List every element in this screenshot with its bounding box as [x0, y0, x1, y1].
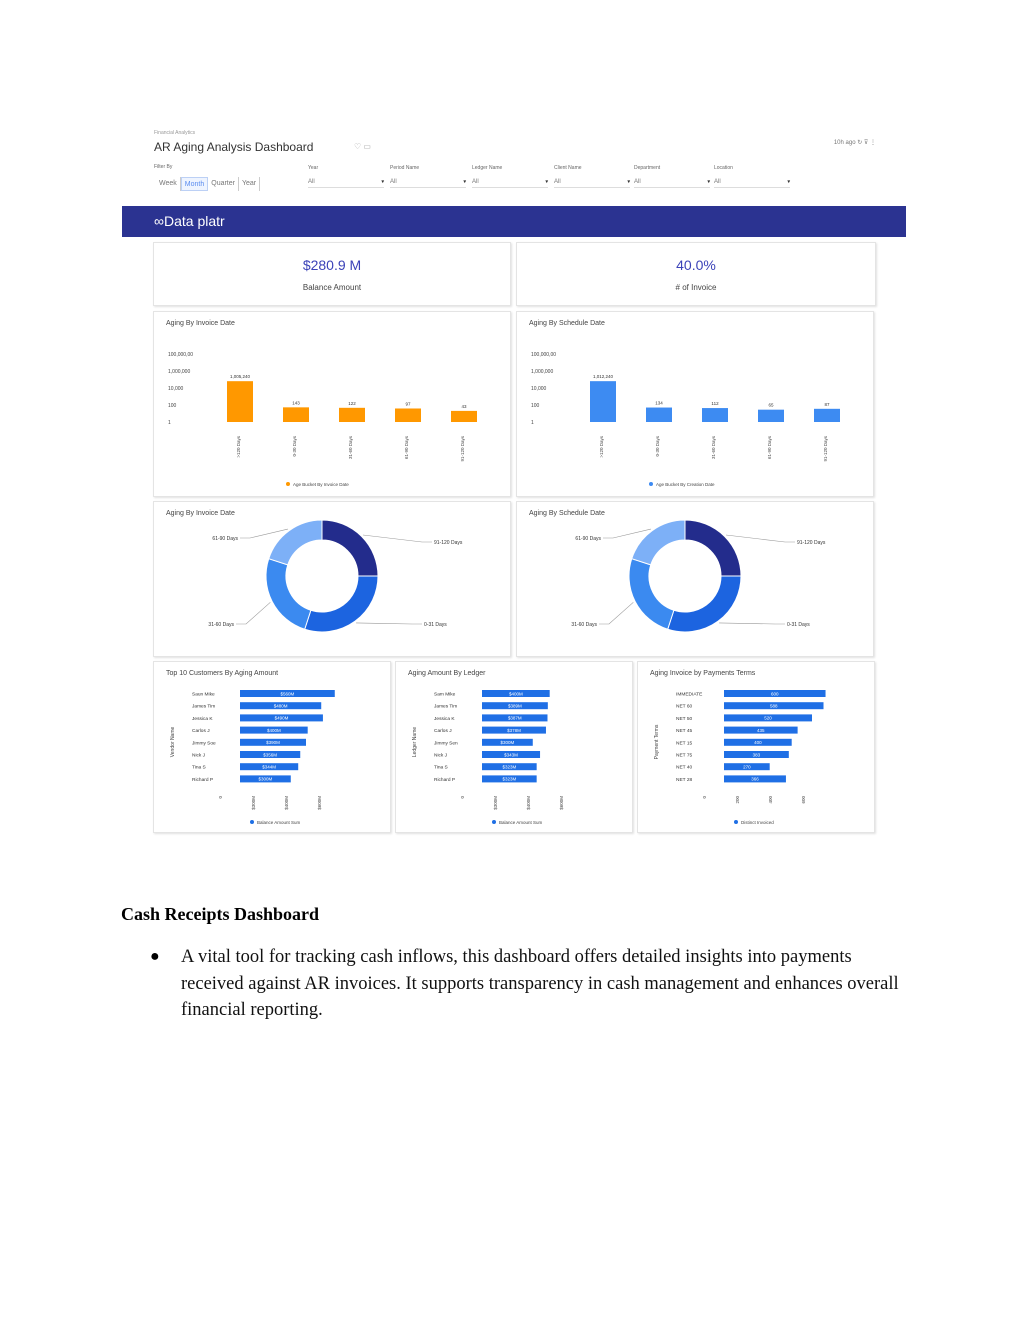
legend-label: Balance Amount Sum [257, 820, 301, 825]
filter-value: All [554, 179, 561, 185]
y-axis-label: Vendor Name [170, 726, 176, 758]
slice-label: 31-60 Days [208, 622, 234, 628]
filter-client-name[interactable] [554, 165, 630, 191]
bar-value-label: 270 [743, 764, 751, 770]
chevron-down-icon: ▾ [707, 179, 710, 185]
hbar-chart-svg [154, 662, 392, 834]
chevron-down-icon: ▾ [381, 179, 384, 185]
bullet-icon: ● [150, 948, 160, 965]
y-tick-label: 100,000,00 [531, 352, 557, 358]
category-label: Carlos J [192, 729, 210, 735]
donut-slice [668, 576, 741, 632]
hbar-chart-svg [638, 662, 876, 834]
brand-bar [122, 206, 906, 237]
chevron-down-icon: ▾ [545, 179, 548, 185]
x-tick-label: 91-120 Days [823, 436, 828, 462]
brand-name: Data platr [163, 213, 225, 229]
header-actions [834, 139, 876, 146]
bar [283, 407, 309, 422]
dashboard-screenshot [122, 124, 906, 838]
filter-department[interactable] [634, 165, 710, 191]
updated-time: 10h ago [833, 140, 856, 146]
category-label: NET 45 [676, 729, 693, 735]
leader-line [363, 535, 432, 542]
y-tick-label: 1,000,000 [531, 369, 554, 375]
kpi-label: Balance Amount [302, 283, 362, 292]
y-axis-label: Payment Terms [654, 724, 660, 760]
bar-value-label: $387M [507, 715, 522, 721]
filter-label: Ledger Name [472, 165, 503, 171]
x-tick-label: 400 [768, 796, 773, 804]
donut-chart-svg [154, 502, 512, 658]
category-label: NET 40 [676, 765, 693, 771]
leader-line [236, 602, 270, 624]
bar-value-label: $389M [508, 703, 522, 709]
filter-label: Client Name [554, 165, 582, 171]
slice-label: 61-90 Days [212, 536, 238, 542]
filter-ledger-name[interactable] [472, 165, 548, 191]
category-label: Carlos J [434, 729, 452, 735]
y-axis-label: Ledger Name [412, 726, 418, 758]
bar [590, 381, 616, 422]
donut-slice [632, 520, 685, 565]
leader-line [599, 602, 633, 624]
chart-title: Aging By Schedule Date [529, 510, 605, 517]
bar-value-label: 1,012,240 [592, 374, 614, 380]
leader-line [603, 529, 651, 538]
leader-line [726, 535, 795, 542]
slice-label: 0-31 Days [787, 622, 810, 628]
leader-line [719, 623, 785, 624]
chart-title: Aging By Invoice Date [166, 320, 235, 327]
filter-period-name[interactable] [390, 165, 466, 191]
category-label: NET 15 [676, 741, 693, 747]
bar-value-label: 43 [461, 403, 467, 409]
section-heading: Cash Receipts Dashboard [121, 904, 320, 924]
dashboard-title: AR Aging Analysis Dashboard [154, 140, 314, 154]
chart-aging-invoice-date-bar [153, 311, 511, 497]
bar [451, 411, 477, 422]
category-label: Sam Mike [434, 692, 456, 698]
bar-value-label: $400M [266, 727, 281, 733]
chart-aging-invoice-date-donut [153, 501, 511, 657]
refresh-icon[interactable]: ↻ [857, 140, 863, 146]
bar-value-label: 400 [754, 740, 762, 746]
bar-chart-svg [154, 312, 512, 498]
filter-value: All [634, 179, 641, 185]
slice-label: 0-31 Days [424, 622, 447, 628]
category-label: Saun Mike [192, 692, 215, 698]
x-tick-label: $400M [526, 796, 531, 810]
x-tick-label: 600 [801, 796, 806, 804]
donut-slice [629, 559, 674, 630]
brand-logo-icon: ∞ [154, 213, 164, 229]
period-year[interactable]: Year [239, 177, 260, 191]
bar [814, 409, 840, 422]
category-label: James Tim [192, 704, 216, 710]
category-label: NET 60 [676, 704, 693, 710]
x-tick-label: 0-30 Days [655, 436, 660, 457]
category-label: NET 28 [676, 777, 693, 783]
y-tick-label: 100 [531, 403, 540, 409]
bar-value-label: $490M [274, 715, 289, 721]
chevron-down-icon: ▾ [463, 179, 466, 185]
bar-value-label: 600 [771, 691, 779, 697]
donut-slice [269, 520, 322, 565]
bar [702, 408, 728, 422]
donut-slice [305, 576, 378, 632]
filter-year[interactable] [308, 165, 384, 191]
chart-aging-by-ledger [395, 661, 633, 833]
x-tick-label: >120 Days [236, 436, 241, 458]
chart-aging-schedule-date-donut [516, 501, 874, 657]
bar-value-label: 588 [769, 703, 778, 709]
category-label: Nick J [434, 753, 448, 759]
bar-value-label: $343M [504, 752, 518, 758]
filter-value: All [390, 179, 397, 185]
chart-title: Aging By Invoice Date [166, 510, 235, 517]
bar-value-label: 122 [348, 400, 356, 406]
chart-title: Aging By Schedule Date [529, 320, 605, 327]
category-label: James Tim [434, 704, 458, 710]
filter-label: Period Name [390, 165, 420, 171]
slice-label: 31-60 Days [571, 622, 597, 628]
filter-label: Year [308, 165, 319, 171]
slice-label: 61-90 Days [575, 536, 601, 542]
filter-value: All [714, 179, 721, 185]
bar-value-label: $356M [263, 752, 278, 758]
bar-value-label: 97 [405, 401, 411, 407]
x-tick-label: 61-90 Days [767, 436, 772, 460]
chart-title: Top 10 Customers By Aging Amount [166, 670, 279, 677]
x-tick-label: $300M [251, 796, 256, 810]
chart-top-customers [153, 661, 391, 833]
bar-value-label: 112 [711, 401, 719, 407]
chart-title: Aging Invoice by Payments Terms [650, 670, 756, 677]
bar-value-label: 520 [764, 715, 772, 721]
category-label: Jessica K [192, 716, 213, 722]
filter-value: All [472, 179, 479, 185]
x-tick-label: >120 Days [599, 436, 604, 458]
category-label: NET 50 [676, 716, 693, 722]
bar [646, 408, 672, 422]
filter-icon[interactable]: ⊽ [863, 140, 869, 146]
period-month[interactable]: Month [181, 177, 208, 191]
filter-by-label: Filter By [154, 164, 173, 170]
chart-payment-terms [637, 661, 875, 833]
legend-swatch [734, 820, 738, 824]
legend-swatch [649, 482, 653, 486]
bar-value-label: 65 [768, 402, 774, 408]
chart-aging-schedule-date-bar [516, 311, 874, 497]
x-tick-label: $600M [317, 796, 322, 810]
bar-value-label: 134 [655, 400, 663, 406]
category-label: Richard P [192, 777, 214, 783]
donut-slice [685, 520, 741, 576]
x-tick-label: 0-30 Days [292, 436, 297, 457]
category-label: NET 75 [676, 753, 693, 759]
kpi-value: $280.9 M [302, 257, 362, 273]
bar-value-label: $300M [258, 776, 273, 782]
bar-value-label: $390M [266, 740, 280, 746]
bar [395, 408, 421, 422]
x-tick-label: $600M [559, 796, 564, 810]
y-tick-label: 10,000 [168, 386, 184, 392]
bar-value-label: $300M [500, 740, 515, 746]
x-tick-label: 0 [218, 796, 223, 799]
leader-line [356, 623, 422, 624]
leader-line [240, 529, 288, 538]
title-icons [354, 142, 371, 151]
donut-slice [266, 559, 311, 630]
breadcrumb: Financial Analytics [154, 130, 196, 136]
bar-value-label: $400M [508, 691, 523, 697]
y-tick-label: 1 [168, 420, 171, 426]
category-label: Nick J [192, 753, 206, 759]
y-tick-label: 100,000,00 [168, 352, 194, 358]
category-label: Richard P [434, 777, 456, 783]
period-selector [156, 177, 260, 191]
legend-swatch [492, 820, 496, 824]
bar-value-label: $323M [502, 764, 517, 770]
legend-label: Age Bucket By Creation Date [656, 482, 715, 487]
x-tick-label: 31-60 Days [711, 436, 716, 460]
category-label: Jimmy Sen [434, 741, 458, 747]
bar-value-label: $480M [273, 703, 288, 709]
heart-icon[interactable]: ♡ [354, 142, 362, 151]
legend-label: Distinct Invoiced [741, 820, 774, 825]
chevron-down-icon: ▾ [787, 179, 790, 185]
bar-value-label: 87 [824, 401, 830, 407]
x-tick-label: $400M [284, 796, 289, 810]
filter-value: All [308, 179, 315, 185]
legend-swatch [286, 482, 290, 486]
bar-value-label: $323M [502, 776, 517, 782]
bar-value-label: 366 [751, 776, 759, 782]
legend-label: Balance Amount Sum [499, 820, 543, 825]
x-tick-label: 31-60 Days [348, 436, 353, 460]
chart-title: Aging Amount By Ledger [408, 670, 486, 677]
category-label: IMMEDIATE [676, 692, 703, 698]
donut-chart-svg [517, 502, 875, 658]
x-tick-label: 0 [460, 796, 465, 799]
x-tick-label: $300M [493, 796, 498, 810]
filter-location[interactable] [714, 165, 790, 191]
x-tick-label: 91-120 Days [460, 436, 465, 462]
bar-value-label: $378M [507, 727, 521, 733]
kpi-balance-amount [153, 242, 511, 306]
kpi-value: 40.0% [676, 257, 716, 273]
kpi-invoice-count [516, 242, 876, 306]
filter-label: Location [714, 165, 733, 171]
y-tick-label: 10,000 [531, 386, 547, 392]
bullet-text: A vital tool for tracking cash inflows, this dashboard offers detailed insights into payments received against AR invoices. It supports transparency in cash management and enhances overall financial reporting. [181, 947, 899, 1020]
x-tick-label: 200 [735, 796, 740, 804]
bar-value-label: 435 [757, 727, 765, 733]
bar-value-label: $560M [280, 691, 295, 697]
bar-chart-svg [517, 312, 875, 498]
x-tick-label: 0 [702, 796, 707, 799]
bar [339, 408, 365, 422]
category-label: Tina S [434, 765, 448, 771]
slice-label: 91-120 Days [797, 540, 826, 546]
bar-value-label: 383 [752, 752, 761, 758]
y-tick-label: 100 [168, 403, 177, 409]
bar-value-label: $344M [262, 764, 276, 770]
filter-label: Department [634, 165, 661, 171]
category-label: Tina S [192, 765, 206, 771]
bar-value-label: 143 [292, 400, 300, 406]
legend-label: Age Bucket By Invoice Date [293, 482, 349, 487]
donut-slice [322, 520, 378, 576]
period-quarter[interactable]: Quarter [208, 177, 239, 191]
slice-label: 91-120 Days [434, 540, 463, 546]
chevron-down-icon: ▾ [627, 179, 630, 185]
more-icon[interactable]: ⋮ [870, 140, 876, 146]
legend-swatch [250, 820, 254, 824]
period-week[interactable]: Week [156, 177, 181, 191]
y-tick-label: 1,000,000 [168, 369, 191, 375]
category-label: Jessica K [434, 716, 455, 722]
category-label: Jimmy Soe [192, 741, 216, 747]
comment-icon[interactable]: ▭ [363, 142, 371, 151]
x-tick-label: 61-90 Days [404, 436, 409, 460]
bar-value-label: 1,005,240 [229, 374, 251, 380]
bar [227, 381, 253, 422]
y-tick-label: 1 [531, 420, 534, 426]
bar [758, 410, 784, 422]
kpi-label: # of Invoice [675, 283, 717, 292]
hbar-chart-svg [396, 662, 634, 834]
